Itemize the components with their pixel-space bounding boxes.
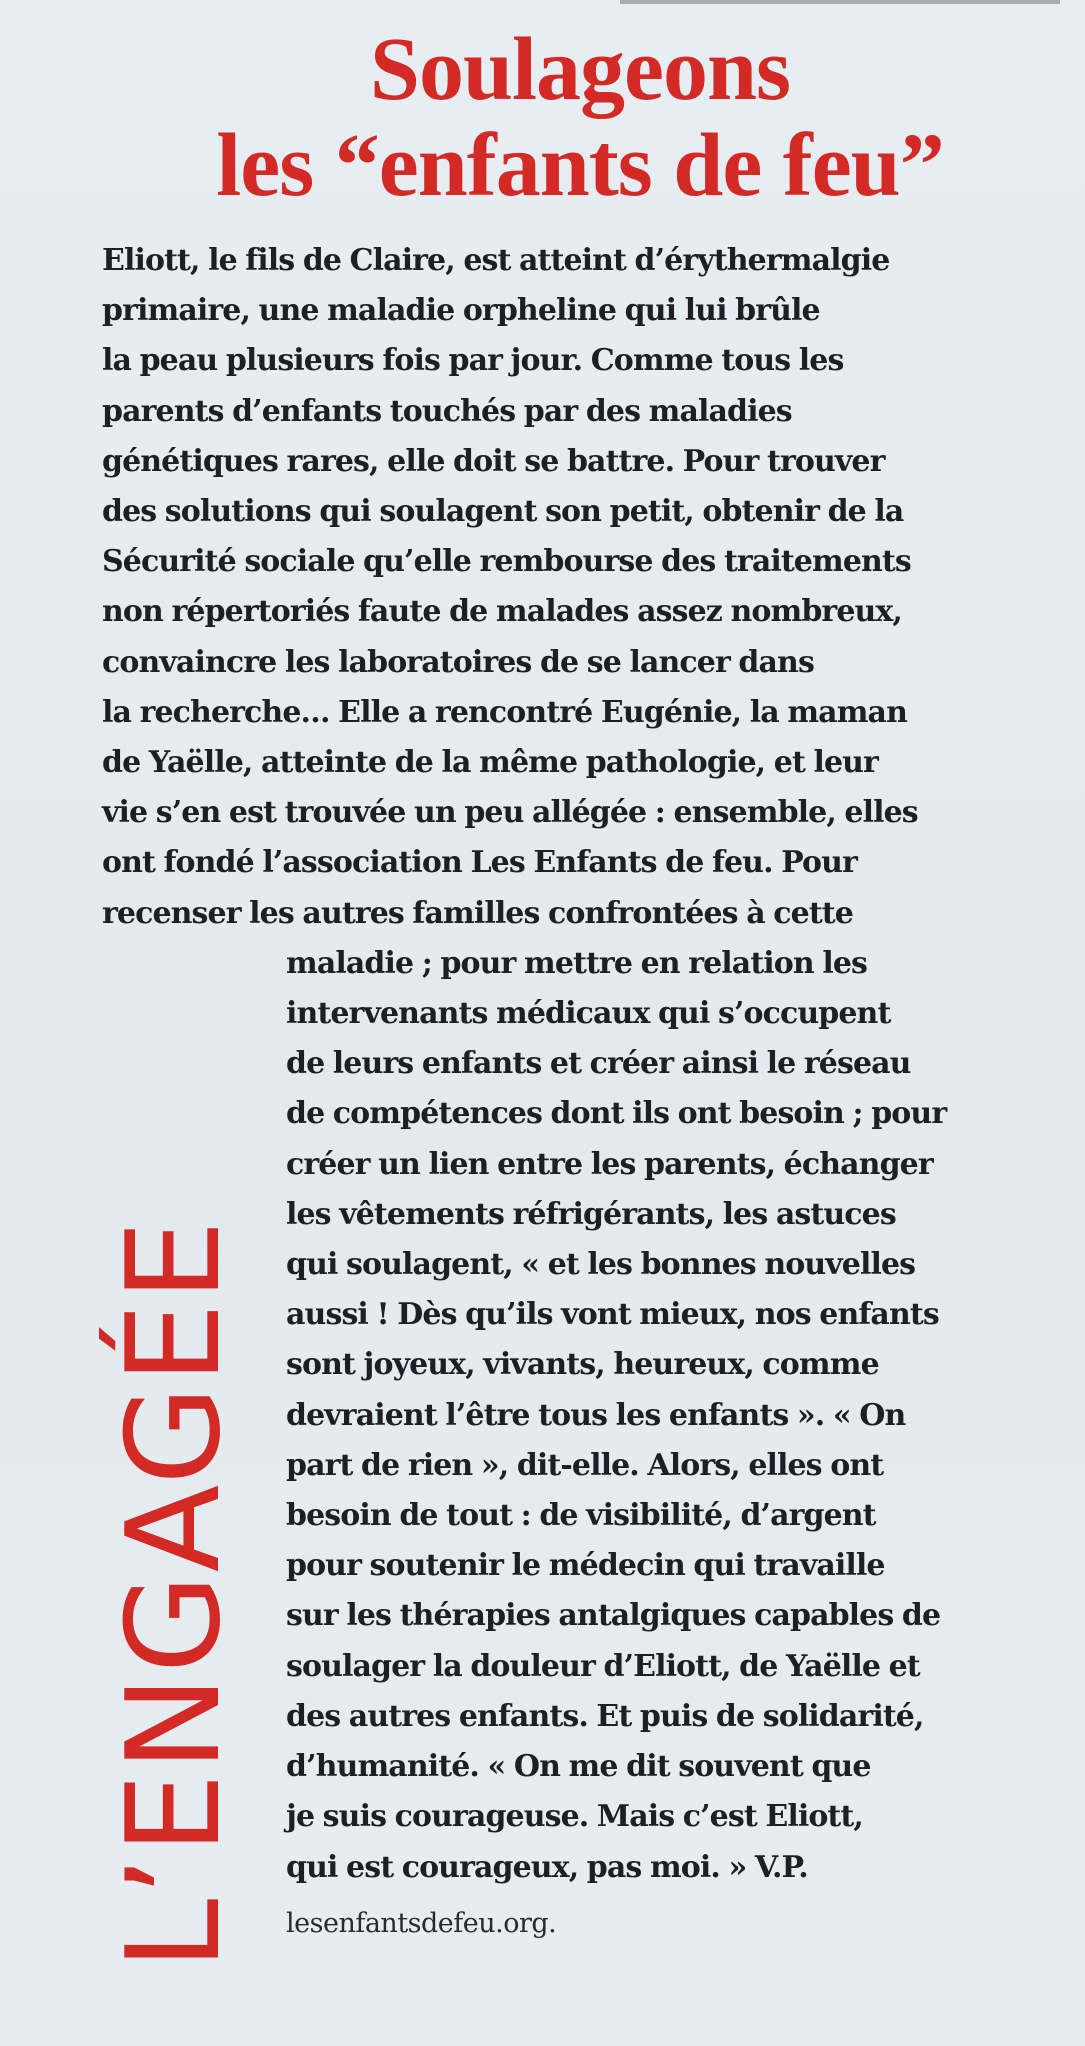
body-line: vie s’en est trouvée un peu allégée : ensemble, elles [102,795,918,831]
body-line: maladie ; pour mettre en relation les [286,945,868,981]
top-rule [620,0,1060,4]
body-line: aussi ! Dès qu’ils vont mieux, nos enfants [286,1297,939,1333]
body-line: part de rien », dit-elle. Alors, elles ont [286,1447,884,1483]
section-kicker: L’ENGAGÉE [100,1217,249,1970]
body-line: convaincre les laboratoires de se lancer dans [102,644,814,680]
body-line: soulager la douleur d’Eliott, de Yaëlle et [286,1648,920,1684]
body-line: Sécurité sociale qu’elle rembourse des traitements [102,544,911,580]
headline-line-1: Soulageons [369,20,791,119]
body-line: de Yaëlle, atteinte de la même pathologie, et leur [102,745,878,781]
body-line: les vêtements réfrigérants, les astuces [286,1196,896,1232]
body-line: qui soulagent, « et les bonnes nouvelles [286,1247,916,1283]
body-line: des solutions qui soulagent son petit, obtenir de la [102,494,904,530]
website-url: lesenfantsdefeu.org. [286,1908,557,1939]
body-line: besoin de tout : de visibilité, d’argent [286,1498,876,1534]
body-line: devraient l’être tous les enfants ». « On [286,1397,906,1433]
body-line: je suis courageuse. Mais c’est Eliott, [286,1799,863,1835]
body-line: sur les thérapies antalgiques capables de [286,1598,941,1634]
body-line: pour soutenir le médecin qui travaille [286,1548,885,1584]
body-line: la recherche… Elle a rencontré Eugénie, la maman [102,694,907,730]
body-line: d’humanité. « On me dit souvent que [286,1749,871,1785]
body-line: primaire, une maladie orpheline qui lui brûle [102,293,820,329]
body-line: des autres enfants. Et puis de solidarité, [286,1698,924,1734]
headline-line-2: les “enfants de feu” [216,116,944,215]
body-line: créer un lien entre les parents, échanger [286,1146,933,1182]
body-line: sont joyeux, vivants, heureux, comme [286,1347,879,1383]
headline [100,22,1060,214]
body-line: la peau plusieurs fois par jour. Comme tous les [102,343,844,379]
body-line: parents d’enfants touchés par des maladies [102,393,792,429]
body-line: qui est courageux, pas moi. » V.P. [286,1849,808,1885]
body-line: ont fondé l’association Les Enfants de feu. Pour [102,845,857,881]
body-line: génétiques rares, elle doit se battre. Pour trouver [102,443,885,479]
body-line: de compétences dont ils ont besoin ; pour [286,1096,947,1132]
body-line: non répertoriés faute de malades assez nombreux, [102,594,902,630]
body-line: recenser les autres familles confrontées à cette [102,895,853,931]
body-line: de leurs enfants et créer ainsi le réseau [286,1046,911,1082]
body-line: intervenants médicaux qui s’occupent [286,996,891,1032]
body-line: Eliott, le fils de Claire, est atteint d’érythermalgie [102,243,890,278]
